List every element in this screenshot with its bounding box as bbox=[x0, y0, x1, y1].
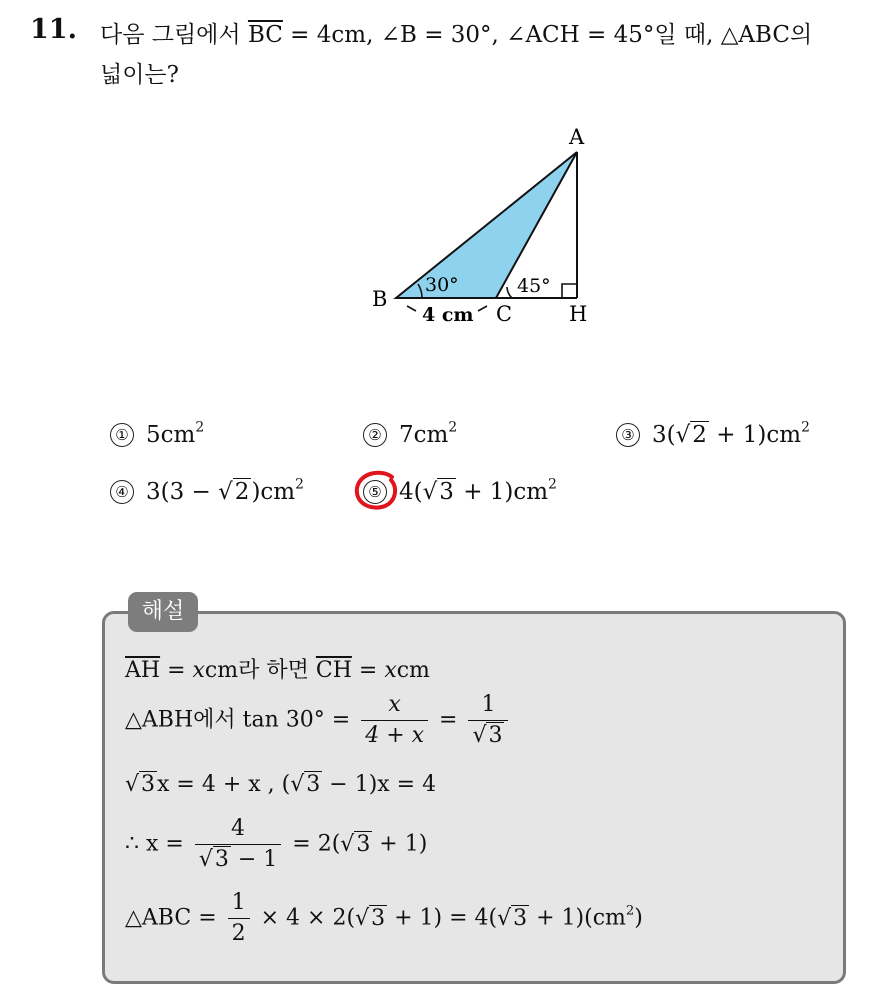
choice-5-sup: 2 bbox=[548, 476, 557, 493]
right-angle-mark bbox=[562, 284, 577, 298]
choice-3-radicand: 2 bbox=[692, 422, 707, 448]
question-line-2: 넓이는? bbox=[100, 62, 179, 88]
angle-c-label: 45° bbox=[517, 275, 551, 297]
solution-text: + 1) bbox=[372, 831, 428, 857]
fraction bbox=[228, 888, 250, 949]
choice-4-post: )cm bbox=[251, 479, 296, 505]
choice-1-sup: 2 bbox=[195, 419, 205, 436]
choice-5-post: + 1)cm bbox=[455, 479, 549, 505]
denominator: √3 − 1 bbox=[198, 847, 278, 872]
solution-line-4 bbox=[125, 814, 427, 875]
question-line-1 bbox=[100, 16, 812, 49]
radicand: 3 bbox=[141, 772, 156, 797]
sqrt-symbol: √3 bbox=[355, 905, 386, 931]
choice-5-radicand: 3 bbox=[439, 479, 454, 505]
denominator: √3 bbox=[472, 723, 503, 748]
radicand: 3 bbox=[371, 905, 386, 931]
dim-tick-right bbox=[478, 306, 487, 311]
numerator: x bbox=[361, 690, 428, 721]
numerator: 4 bbox=[195, 814, 281, 845]
solution-text: ∴ x = bbox=[125, 831, 191, 857]
solution-text: x = 4 + x , ( bbox=[157, 772, 291, 797]
sqrt-symbol: √2 bbox=[675, 422, 707, 448]
sqrt-symbol: √2 bbox=[218, 479, 250, 505]
segment-bc: $\overline{BC}$ bbox=[247, 22, 283, 48]
choice-2-sup: 2 bbox=[448, 419, 458, 436]
superscript: 2 bbox=[625, 903, 635, 919]
length-label: 4 cm bbox=[422, 304, 474, 326]
question-text-b: = 4cm, ∠B = 30°, ∠ACH = 45°일 때, △ABC의 bbox=[282, 22, 813, 48]
solution-text: + 1) = 4( bbox=[387, 905, 498, 931]
choice-4-text: 3(3 − bbox=[146, 479, 219, 505]
angle-c-arc bbox=[507, 287, 512, 298]
question-text-a: 다음 그림에서 bbox=[100, 22, 248, 48]
sqrt-symbol: √3 bbox=[497, 905, 528, 931]
choice-1-text: 5cm bbox=[146, 422, 196, 448]
radicand: 3 bbox=[488, 723, 503, 748]
choice-4-radicand: 2 bbox=[234, 479, 250, 505]
choice-3-text: 3( bbox=[652, 422, 676, 448]
sqrt-symbol: √3 bbox=[290, 772, 321, 797]
choice-3-sup: 2 bbox=[801, 419, 810, 436]
denominator-rest: − 1 bbox=[230, 847, 278, 872]
dim-tick-left bbox=[407, 306, 416, 311]
solution-line-5 bbox=[125, 888, 643, 949]
var-x: x bbox=[384, 658, 397, 683]
solution-text: = 2( bbox=[285, 831, 341, 857]
choice-2[interactable] bbox=[363, 419, 458, 448]
choice-3-post: + 1)cm bbox=[708, 422, 802, 448]
radicand: 3 bbox=[356, 831, 371, 857]
equals: = bbox=[160, 658, 193, 683]
equals: = bbox=[432, 707, 465, 733]
sqrt-symbol: √3 bbox=[125, 772, 156, 797]
choice-4[interactable] bbox=[110, 476, 304, 505]
question-number: 11. bbox=[30, 14, 77, 45]
equals: = bbox=[351, 658, 385, 683]
choice-number-2: ② bbox=[363, 423, 387, 447]
solution-text: cm라 하면 bbox=[204, 658, 316, 683]
angle-b-label: 30° bbox=[425, 274, 459, 296]
var-x: x bbox=[192, 658, 205, 683]
unit: cm bbox=[396, 658, 430, 683]
solution-line-1 bbox=[125, 653, 430, 684]
solution-text: + 1)(cm bbox=[529, 905, 626, 931]
solution-line-3 bbox=[125, 772, 436, 797]
label-b: B bbox=[372, 287, 388, 311]
choice-number-5: ⑤ bbox=[363, 480, 387, 504]
solution-text: − 1)x = 4 bbox=[322, 772, 437, 797]
solution-line-2 bbox=[125, 690, 512, 751]
label-a: A bbox=[569, 125, 585, 149]
choice-4-sup: 2 bbox=[295, 476, 304, 493]
radicand: 3 bbox=[214, 847, 229, 872]
segment-ch: $\overline{CH}$ bbox=[315, 658, 352, 683]
fraction bbox=[468, 690, 508, 751]
fraction bbox=[195, 814, 281, 875]
solution-text: △ABC = bbox=[125, 905, 224, 931]
fraction bbox=[361, 690, 428, 751]
choice-number-4: ④ bbox=[110, 480, 134, 504]
numerator: 1 bbox=[468, 690, 508, 721]
choice-1[interactable] bbox=[110, 419, 205, 448]
denominator: 4 + x bbox=[365, 723, 425, 748]
choice-number-3: ③ bbox=[616, 423, 640, 447]
choice-5-text: 4( bbox=[399, 479, 423, 505]
denominator: 2 bbox=[231, 921, 246, 946]
sqrt-symbol: √3 bbox=[422, 479, 454, 505]
solution-badge: 해설 bbox=[128, 592, 198, 632]
answer-circle-mark bbox=[352, 468, 402, 514]
choice-3[interactable] bbox=[616, 419, 810, 448]
sqrt-symbol: √3 bbox=[340, 831, 371, 857]
numerator: 1 bbox=[228, 888, 250, 919]
label-h: H bbox=[569, 302, 588, 326]
solution-text: ) bbox=[634, 905, 643, 931]
label-c: C bbox=[496, 302, 513, 326]
radicand: 3 bbox=[306, 772, 321, 797]
radicand: 3 bbox=[513, 905, 528, 931]
choice-number-1: ① bbox=[110, 423, 134, 447]
choice-2-text: 7cm bbox=[399, 422, 449, 448]
solution-text: △ABH에서 tan 30° = bbox=[125, 707, 358, 733]
segment-ah: $\overline{AH}$ bbox=[125, 658, 161, 683]
solution-text: × 4 × 2( bbox=[253, 905, 356, 931]
triangle-figure bbox=[360, 120, 600, 335]
